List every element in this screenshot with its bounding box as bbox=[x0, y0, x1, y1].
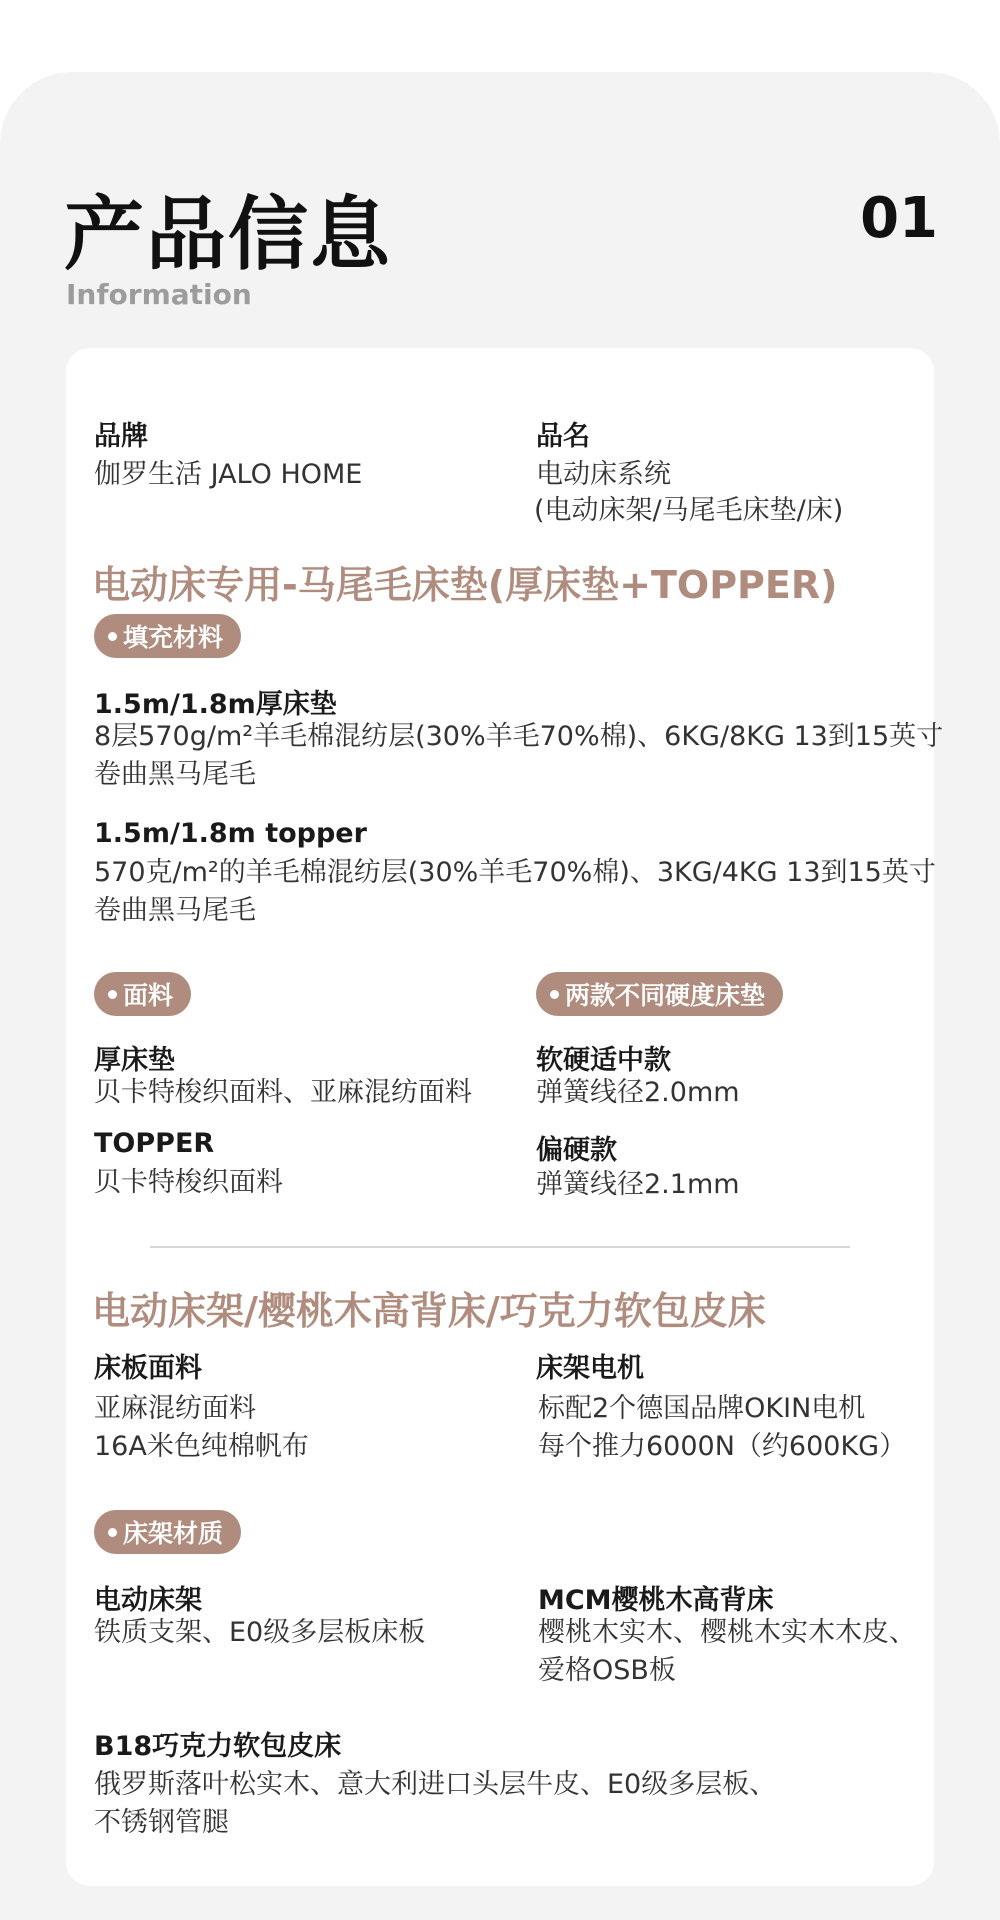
filling-pill bbox=[94, 614, 241, 658]
fabric-pill-label: 面料 bbox=[123, 981, 174, 1010]
fabric-topper-label: TOPPER bbox=[94, 1128, 215, 1159]
bullet-dot-icon bbox=[550, 990, 559, 999]
mcm-bed-line2: 爱格OSB板 bbox=[538, 1655, 676, 1686]
board-fabric-line1: 亚麻混纺面料 bbox=[94, 1393, 256, 1424]
fabric-topper-value: 贝卡特梭织面料 bbox=[94, 1167, 283, 1198]
bullet-dot-icon bbox=[108, 632, 117, 641]
fabric-thick-label: 厚床垫 bbox=[94, 1045, 175, 1076]
frame-motor-line2: 每个推力6000N（约600KG） bbox=[538, 1431, 907, 1462]
page-number: 01 bbox=[860, 186, 938, 251]
topper-line2: 卷曲黑马尾毛 bbox=[94, 895, 256, 926]
board-fabric-line2: 16A米色纯棉帆布 bbox=[94, 1431, 309, 1462]
bullet-dot-icon bbox=[108, 990, 117, 999]
filling-pill-label: 填充材料 bbox=[123, 623, 224, 652]
soft-model-value: 弹簧线径2.0mm bbox=[536, 1077, 740, 1108]
hard-model-label: 偏硬款 bbox=[536, 1135, 617, 1166]
hard-model-value: 弹簧线径2.1mm bbox=[536, 1169, 740, 1200]
fabric-pill bbox=[94, 972, 191, 1016]
electric-frame-label: 电动床架 bbox=[94, 1585, 202, 1616]
brand-label: 品牌 bbox=[94, 421, 148, 452]
fabric-thick-value: 贝卡特梭织面料、亚麻混纺面料 bbox=[94, 1077, 472, 1108]
product-name-value-line1: 电动床系统 bbox=[536, 459, 671, 490]
frame-motor-line1: 标配2个德国品牌OKIN电机 bbox=[538, 1393, 866, 1424]
board-fabric-label: 床板面料 bbox=[94, 1353, 202, 1384]
frame-motor-label: 床架电机 bbox=[536, 1353, 644, 1384]
brand-value: 伽罗生活 JALO HOME bbox=[94, 459, 363, 490]
b18-bed-label: B18巧克力软包皮床 bbox=[94, 1731, 342, 1762]
thick-mattress-label: 1.5m/1.8m厚床垫 bbox=[94, 689, 337, 720]
soft-model-label: 软硬适中款 bbox=[536, 1045, 671, 1076]
topper-line1: 570克/m²的羊毛棉混纺层(30%羊毛70%棉)、3KG/4KG 13到15英寸 bbox=[94, 857, 936, 888]
thick-mattress-line1: 8层570g/m²羊毛棉混纺层(30%羊毛70%棉)、6KG/8KG 13到15英寸 bbox=[94, 721, 944, 752]
page-subtitle: Information bbox=[66, 278, 252, 311]
product-name-label: 品名 bbox=[536, 421, 590, 452]
page-title: 产品信息 bbox=[64, 188, 392, 281]
mcm-bed-line1: 樱桃木实木、樱桃木实木木皮、 bbox=[538, 1617, 916, 1648]
hardness-pill-label: 两款不同硬度床垫 bbox=[565, 981, 766, 1010]
hardness-pill bbox=[536, 972, 783, 1016]
topper-label: 1.5m/1.8m topper bbox=[94, 818, 367, 849]
thick-mattress-line2: 卷曲黑马尾毛 bbox=[94, 759, 256, 790]
frame-material-pill-label: 床架材质 bbox=[123, 1519, 224, 1548]
section-divider bbox=[150, 1246, 850, 1248]
info-card bbox=[66, 348, 944, 1886]
electric-frame-value: 铁质支架、E0级多层板床板 bbox=[94, 1617, 426, 1648]
frame-material-pill bbox=[94, 1510, 241, 1554]
b18-bed-line2: 不锈钢管腿 bbox=[94, 1807, 229, 1838]
mcm-bed-label: MCM樱桃木高背床 bbox=[538, 1585, 774, 1616]
frame-section-title: 电动床架/樱桃木高背床/巧克力软包皮床 bbox=[92, 1289, 766, 1333]
bullet-dot-icon bbox=[108, 1528, 117, 1537]
mattress-section-title: 电动床专用-马尾毛床垫(厚床垫+TOPPER) bbox=[92, 563, 838, 607]
product-name-value-line2: (电动床架/马尾毛床垫/床) bbox=[534, 495, 844, 526]
b18-bed-line1: 俄罗斯落叶松实木、意大利进口头层牛皮、E0级多层板、 bbox=[94, 1769, 777, 1800]
